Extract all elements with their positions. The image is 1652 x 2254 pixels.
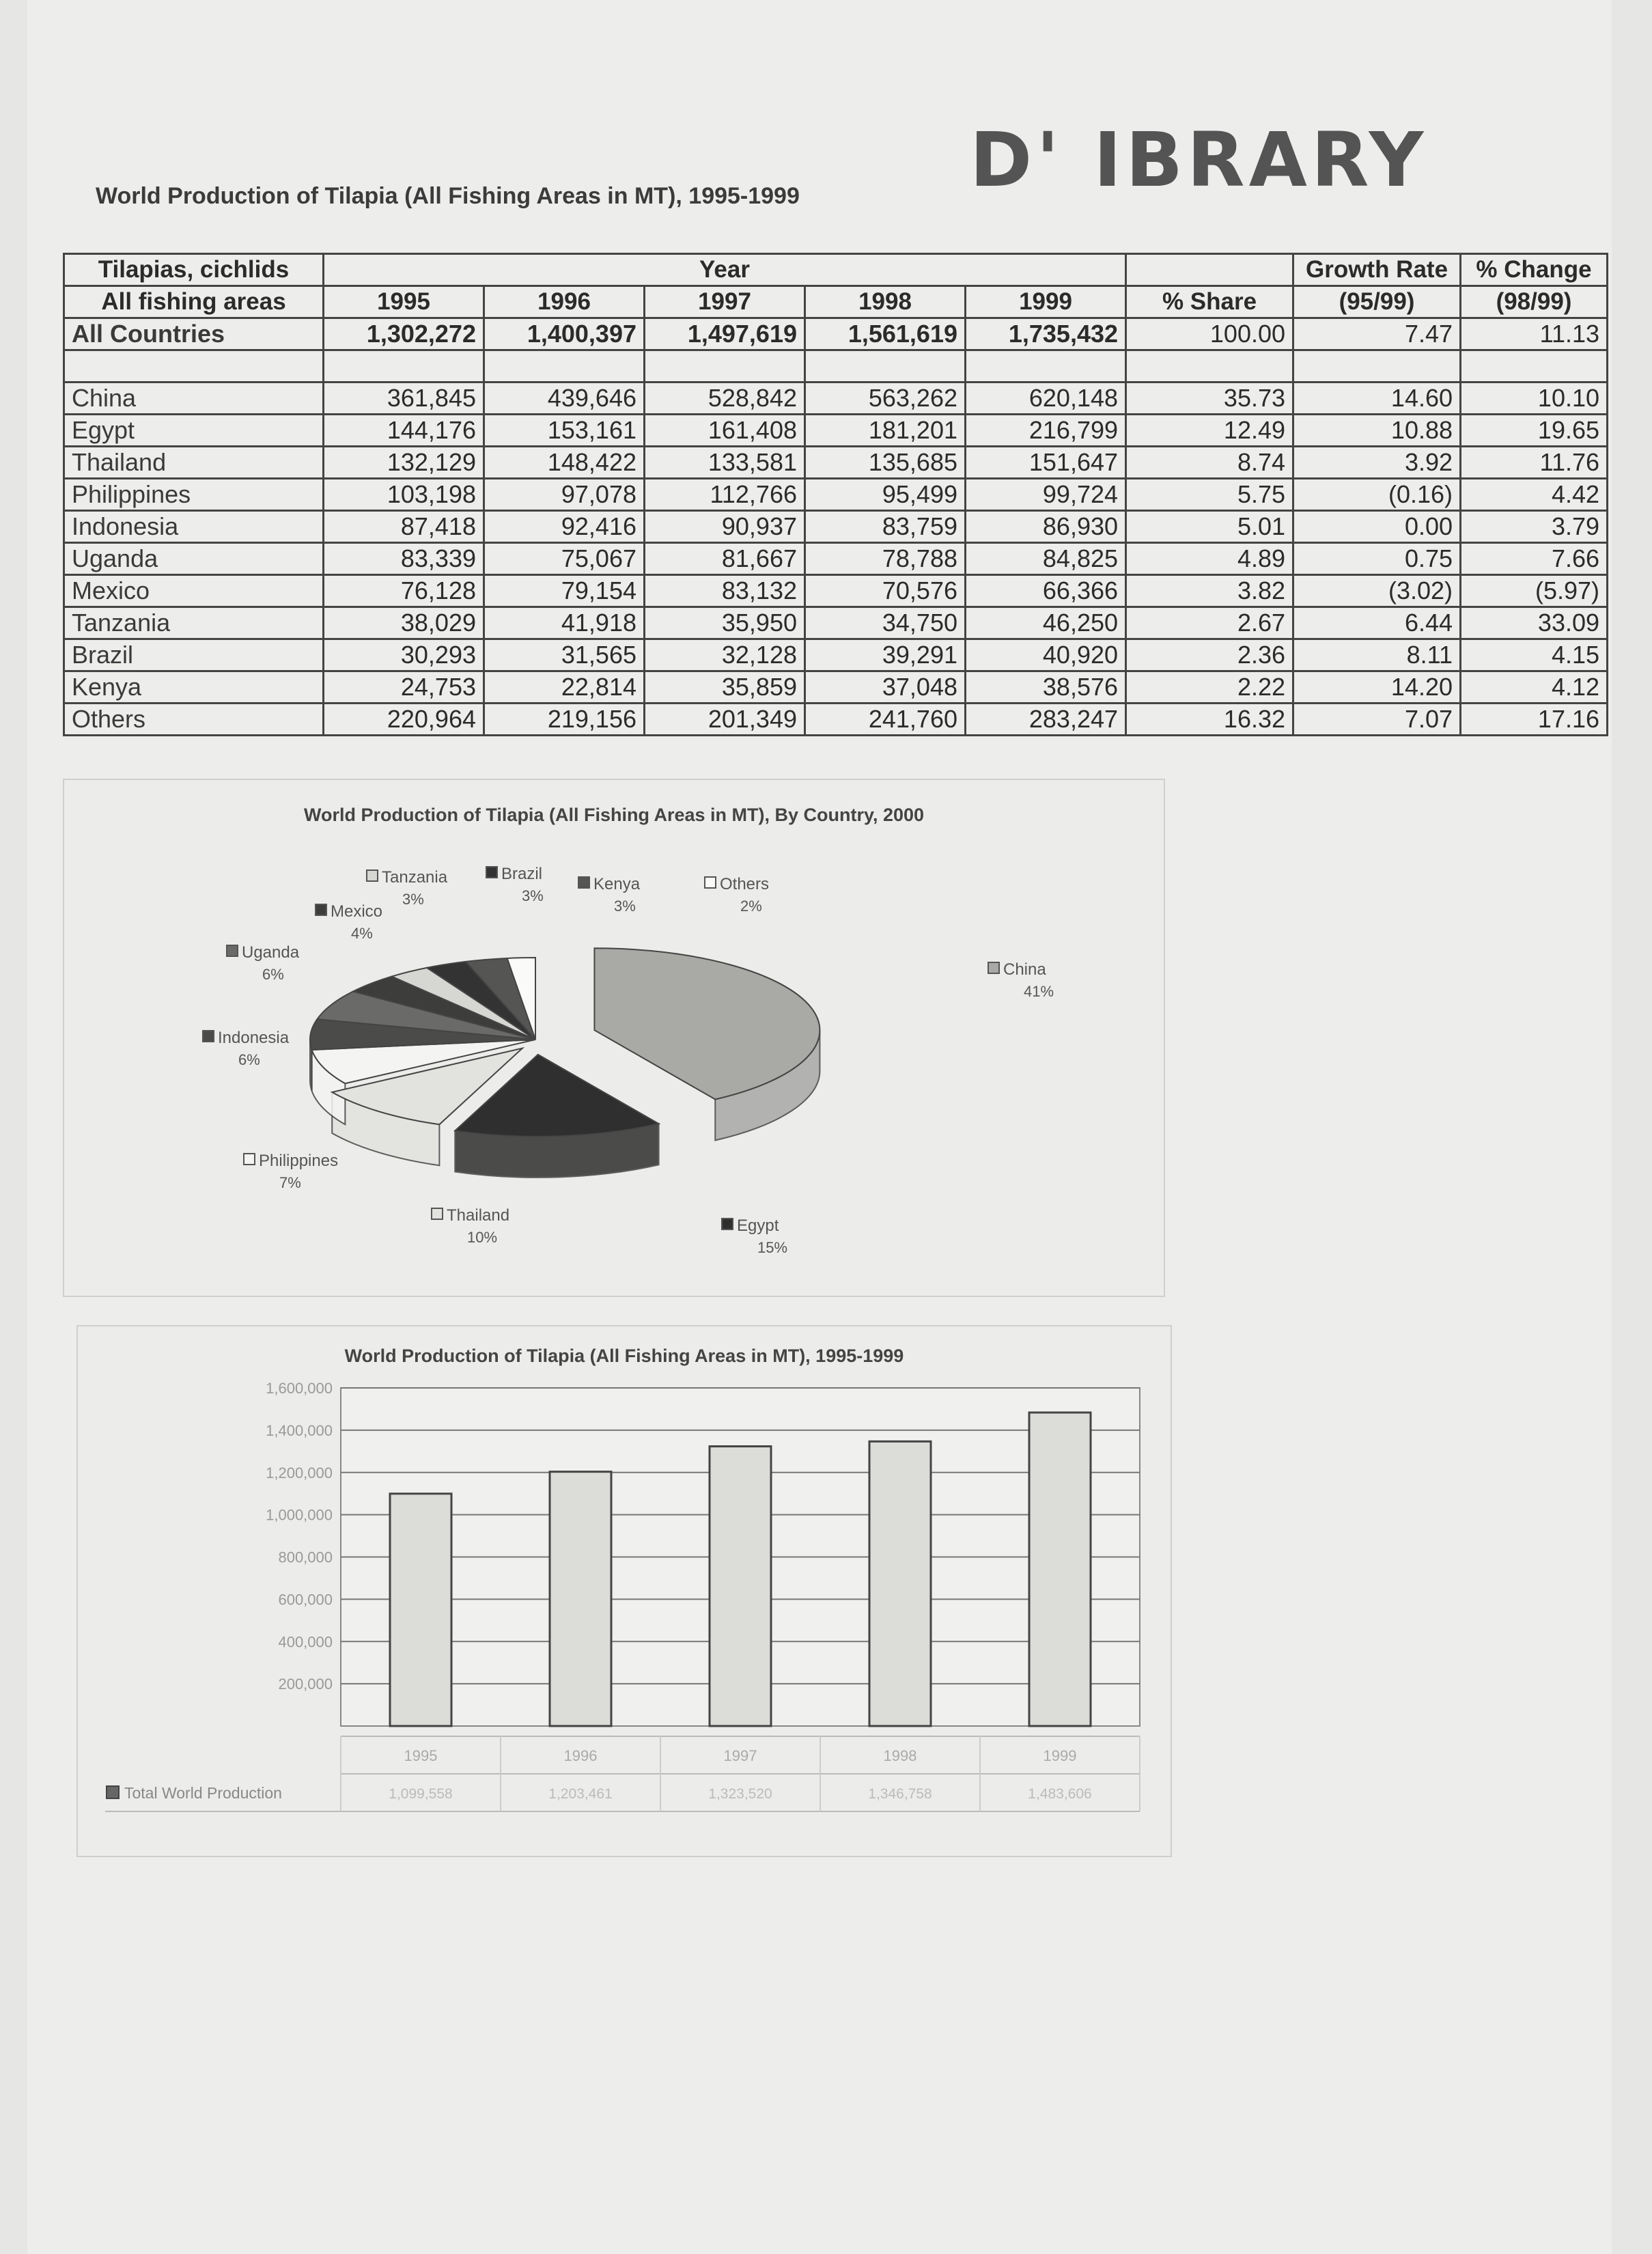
- header-year: 1999: [966, 286, 1126, 318]
- row-name: Uganda: [64, 543, 324, 575]
- bar-chart-panel: [76, 1325, 1172, 1857]
- cell-value: 216,799: [966, 415, 1126, 447]
- bar-1998: [869, 1441, 931, 1726]
- cell-growth: 8.11: [1293, 639, 1461, 671]
- header-share-blank: [1126, 254, 1293, 286]
- cell-value: 83,339: [324, 543, 484, 575]
- pie-category-label: Indonesia: [218, 1029, 290, 1047]
- cell-growth: 3.92: [1293, 447, 1461, 479]
- cell-value: 46,250: [966, 607, 1126, 639]
- cell-value: 283,247: [966, 704, 1126, 736]
- cell-value: 99,724: [966, 479, 1126, 511]
- cell-value: 439,646: [484, 382, 645, 415]
- cell-value: 38,576: [966, 671, 1126, 704]
- row-name: Indonesia: [64, 511, 324, 543]
- table-row: [64, 607, 1608, 639]
- table-row: [64, 639, 1608, 671]
- cell-value: 95,499: [805, 479, 966, 511]
- y-tick-label: 1,600,000: [266, 1380, 333, 1397]
- pie-chart-panel: [63, 779, 1165, 1297]
- cell-value: 37,048: [805, 671, 966, 704]
- pie-label-china: [988, 960, 1054, 1000]
- cell-value: 30,293: [324, 639, 484, 671]
- cell-value: 1,400,397: [484, 318, 645, 350]
- bar-chart-title: World Production of Tilapia (All Fishing Areas in MT), 1995-1999: [344, 1346, 904, 1366]
- table-row: [64, 382, 1608, 415]
- pie-value-label: 3%: [402, 891, 424, 908]
- cell-value: 220,964: [324, 704, 484, 736]
- pie-category-label: Uganda: [242, 943, 300, 962]
- cell-growth: 6.44: [1293, 607, 1461, 639]
- cell-value: 112,766: [645, 479, 805, 511]
- cell-share: 2.22: [1126, 671, 1293, 704]
- x-tick-label: 1998: [883, 1747, 917, 1764]
- library-stamp: D' IBRARY: [970, 116, 1428, 204]
- cell-value: 90,937: [645, 511, 805, 543]
- cell-growth: 0.75: [1293, 543, 1461, 575]
- cell-share: 35.73: [1126, 382, 1293, 415]
- header-year: 1998: [805, 286, 966, 318]
- header-growth-period: (95/99): [1293, 286, 1461, 318]
- cell-change: (5.97): [1461, 575, 1608, 607]
- header-change-period: (98/99): [1461, 286, 1608, 318]
- cell-value: 76,128: [324, 575, 484, 607]
- header-year: 1996: [484, 286, 645, 318]
- cell-value: 35,859: [645, 671, 805, 704]
- x-tick-label: 1997: [723, 1747, 757, 1764]
- cell-share: 2.36: [1126, 639, 1293, 671]
- cell-value: 92,416: [484, 511, 645, 543]
- cell-value: 241,760: [805, 704, 966, 736]
- data-table-value: 1,346,758: [868, 1786, 932, 1802]
- pie-value-label: 15%: [757, 1239, 788, 1256]
- pie-value-label: 6%: [238, 1051, 260, 1068]
- header-area: All fishing areas: [64, 286, 324, 318]
- pie-label-brazil: [486, 865, 544, 904]
- cell-value: 40,920: [966, 639, 1126, 671]
- cell-value: 201,349: [645, 704, 805, 736]
- cell-growth: 10.88: [1293, 415, 1461, 447]
- header-growth: Growth Rate: [1293, 254, 1461, 286]
- header-year-group: Year: [324, 254, 1126, 286]
- pie-category-label: Thailand: [447, 1206, 510, 1225]
- legend-swatch: [107, 1786, 119, 1798]
- cell-change: 7.66: [1461, 543, 1608, 575]
- row-name: Egypt: [64, 415, 324, 447]
- data-table-value: 1,323,520: [708, 1786, 772, 1802]
- pie-label-thailand: [432, 1206, 509, 1246]
- cell-change: 11.76: [1461, 447, 1608, 479]
- cell-growth: (3.02): [1293, 575, 1461, 607]
- cell-value: 35,950: [645, 607, 805, 639]
- data-table-value: 1,203,461: [548, 1786, 613, 1802]
- cell-value: 81,667: [645, 543, 805, 575]
- row-name: Tanzania: [64, 607, 324, 639]
- pie-value-label: 41%: [1024, 983, 1054, 1000]
- cell-change: 10.10: [1461, 382, 1608, 415]
- cell-value: 41,918: [484, 607, 645, 639]
- table-row: [64, 479, 1608, 511]
- cell-share: 3.82: [1126, 575, 1293, 607]
- cell-change: 33.09: [1461, 607, 1608, 639]
- cell-value: 84,825: [966, 543, 1126, 575]
- header-year: 1995: [324, 286, 484, 318]
- cell-value: 148,422: [484, 447, 645, 479]
- pie-value-label: 2%: [740, 898, 762, 915]
- table-row: [64, 511, 1608, 543]
- legend-swatch: [367, 870, 378, 881]
- cell-value: 144,176: [324, 415, 484, 447]
- cell-value: 79,154: [484, 575, 645, 607]
- bar-1997: [710, 1447, 771, 1726]
- cell-growth: 14.20: [1293, 671, 1461, 704]
- cell-change: 11.13: [1461, 318, 1608, 350]
- bar-1999: [1029, 1413, 1091, 1726]
- cell-value: 78,788: [805, 543, 966, 575]
- pie-value-label: 6%: [262, 966, 284, 983]
- table-row: [64, 704, 1608, 736]
- cell-value: 31,565: [484, 639, 645, 671]
- cell-value: 620,148: [966, 382, 1126, 415]
- pie-category-label: Brazil: [501, 865, 543, 883]
- pie-label-philippines: [244, 1152, 338, 1191]
- legend-swatch: [578, 877, 589, 888]
- production-table: [63, 253, 1608, 736]
- cell-value: 39,291: [805, 639, 966, 671]
- cell-change: 4.15: [1461, 639, 1608, 671]
- pie-chart: [64, 780, 1164, 1296]
- cell-value: 153,161: [484, 415, 645, 447]
- cell-value: 83,132: [645, 575, 805, 607]
- cell-growth: 7.07: [1293, 704, 1461, 736]
- document-title: World Production of Tilapia (All Fishing Areas in MT), 1995-1999: [96, 183, 800, 209]
- cell-share: 2.67: [1126, 607, 1293, 639]
- cell-change: 17.16: [1461, 704, 1608, 736]
- cell-value: 361,845: [324, 382, 484, 415]
- cell-share: 8.74: [1126, 447, 1293, 479]
- cell-growth: 14.60: [1293, 382, 1461, 415]
- pie-category-label: Tanzania: [382, 868, 448, 887]
- pie-category-label: Kenya: [593, 875, 641, 893]
- pie-value-label: 3%: [522, 887, 544, 904]
- legend-swatch: [316, 904, 326, 915]
- pie-label-uganda: [227, 943, 300, 983]
- cell-value: 70,576: [805, 575, 966, 607]
- pie-label-indonesia: [203, 1029, 290, 1068]
- y-tick-label: 200,000: [278, 1675, 333, 1693]
- table-row: [64, 575, 1608, 607]
- legend-swatch: [432, 1208, 443, 1219]
- cell-growth: (0.16): [1293, 479, 1461, 511]
- cell-value: 103,198: [324, 479, 484, 511]
- cell-value: 1,561,619: [805, 318, 966, 350]
- cell-value: 1,302,272: [324, 318, 484, 350]
- pie-value-label: 10%: [467, 1229, 498, 1246]
- cell-change: 3.79: [1461, 511, 1608, 543]
- cell-growth: 7.47: [1293, 318, 1461, 350]
- table-row: [64, 543, 1608, 575]
- cell-share: 100.00: [1126, 318, 1293, 350]
- pie-category-label: Philippines: [259, 1152, 339, 1170]
- cell-share: 5.75: [1126, 479, 1293, 511]
- cell-share: 4.89: [1126, 543, 1293, 575]
- cell-value: 97,078: [484, 479, 645, 511]
- row-name: China: [64, 382, 324, 415]
- y-tick-label: 1,000,000: [266, 1506, 333, 1524]
- table-row: [64, 447, 1608, 479]
- row-name: Mexico: [64, 575, 324, 607]
- pie-label-kenya: [578, 875, 641, 915]
- row-name: Brazil: [64, 639, 324, 671]
- pie-label-egypt: [722, 1216, 787, 1256]
- pie-value-label: 7%: [279, 1174, 301, 1191]
- pie-category-label: China: [1003, 960, 1046, 979]
- cell-value: 151,647: [966, 447, 1126, 479]
- pie-value-label: 4%: [351, 925, 373, 942]
- cell-value: 86,930: [966, 511, 1126, 543]
- legend-swatch: [705, 877, 716, 888]
- bar-chart: [78, 1326, 1171, 1856]
- series-legend-label: Total World Production: [124, 1784, 282, 1802]
- pie-chart-title: World Production of Tilapia (All Fishing Areas in MT), By Country, 2000: [303, 805, 925, 825]
- cell-value: 38,029: [324, 607, 484, 639]
- cell-value: 34,750: [805, 607, 966, 639]
- y-tick-label: 400,000: [278, 1633, 333, 1651]
- cell-value: 66,366: [966, 575, 1126, 607]
- cell-value: 22,814: [484, 671, 645, 704]
- legend-swatch: [227, 945, 238, 956]
- spacer-row: [64, 350, 1608, 382]
- cell-value: 24,753: [324, 671, 484, 704]
- x-tick-label: 1996: [563, 1747, 598, 1764]
- cell-share: 5.01: [1126, 511, 1293, 543]
- cell-value: 32,128: [645, 639, 805, 671]
- pie-category-label: Egypt: [737, 1216, 779, 1235]
- cell-value: 132,129: [324, 447, 484, 479]
- x-tick-label: 1999: [1043, 1747, 1077, 1764]
- cell-value: 75,067: [484, 543, 645, 575]
- data-table-value: 1,099,558: [389, 1786, 453, 1802]
- row-name: Others: [64, 704, 324, 736]
- row-name: Philippines: [64, 479, 324, 511]
- pie-label-others: [705, 875, 769, 915]
- data-table-value: 1,483,606: [1028, 1786, 1092, 1802]
- x-tick-label: 1995: [404, 1747, 438, 1764]
- cell-value: 83,759: [805, 511, 966, 543]
- row-name: Kenya: [64, 671, 324, 704]
- legend-swatch: [988, 962, 999, 973]
- y-tick-label: 800,000: [278, 1548, 333, 1566]
- legend-swatch: [203, 1031, 214, 1042]
- total-row: [64, 318, 1608, 350]
- table-row: [64, 671, 1608, 704]
- bar-1996: [550, 1472, 611, 1726]
- pie-category-label: Mexico: [331, 902, 383, 921]
- cell-value: 133,581: [645, 447, 805, 479]
- legend-swatch: [244, 1154, 255, 1165]
- legend-swatch: [486, 867, 497, 878]
- cell-value: 1,497,619: [645, 318, 805, 350]
- cell-change: 4.42: [1461, 479, 1608, 511]
- cell-share: 12.49: [1126, 415, 1293, 447]
- header-change: % Change: [1461, 254, 1608, 286]
- cell-value: 87,418: [324, 511, 484, 543]
- cell-value: 135,685: [805, 447, 966, 479]
- pie-value-label: 3%: [614, 898, 636, 915]
- cell-value: 161,408: [645, 415, 805, 447]
- cell-value: 563,262: [805, 382, 966, 415]
- y-tick-label: 600,000: [278, 1591, 333, 1609]
- pie-label-mexico: [316, 902, 382, 942]
- row-name: All Countries: [64, 318, 324, 350]
- cell-value: 181,201: [805, 415, 966, 447]
- row-name: Thailand: [64, 447, 324, 479]
- header-species: Tilapias, cichlids: [64, 254, 324, 286]
- cell-growth: 0.00: [1293, 511, 1461, 543]
- cell-change: 19.65: [1461, 415, 1608, 447]
- bar-1995: [390, 1494, 451, 1726]
- pie-category-label: Others: [720, 875, 770, 893]
- cell-change: 4.12: [1461, 671, 1608, 704]
- y-tick-label: 1,400,000: [266, 1421, 333, 1439]
- y-tick-label: 1,200,000: [266, 1464, 333, 1481]
- table-row: [64, 415, 1608, 447]
- header-share: % Share: [1126, 286, 1293, 318]
- cell-share: 16.32: [1126, 704, 1293, 736]
- cell-value: 219,156: [484, 704, 645, 736]
- country-rows: [64, 382, 1608, 736]
- cell-value: 1,735,432: [966, 318, 1126, 350]
- cell-value: 528,842: [645, 382, 805, 415]
- legend-swatch: [722, 1219, 733, 1229]
- header-year: 1997: [645, 286, 805, 318]
